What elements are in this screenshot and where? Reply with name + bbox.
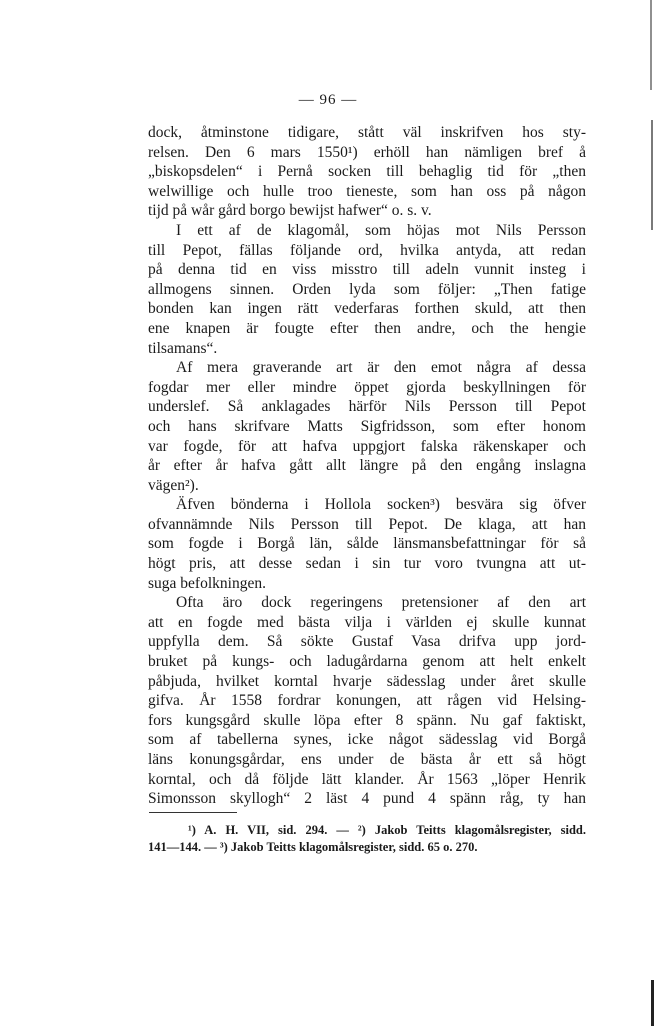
text-line: påbjuda, hvilket korntal hvarje sädesslag under året skulle	[148, 672, 586, 690]
text-line: I ett af de klagomål, som höjas mot Nils Persson	[176, 221, 586, 239]
text-line: uppfylla dem. Så sökte Gustaf Vasa drifva upp jord-	[148, 633, 586, 651]
body-text	[148, 123, 586, 809]
text-line: underslef. Så anklagades härför Nils Persson till Pepot	[148, 398, 586, 416]
text-line: dock, åtminstone tidigare, stått väl inskrifven hos sty-	[148, 124, 586, 141]
text-line: vägen²).	[148, 476, 199, 494]
text-line: som fogde i Borgå län, sålde länsmansbefattningar för så	[148, 535, 586, 553]
text-line: Ofta äro dock regeringens pretensioner af den art	[176, 594, 586, 612]
text-line: ofvannämnde Nils Persson till Pepot. De klaga, att han	[148, 515, 586, 533]
text-line: bonden kan ingen rätt vederfaras forthen skuld, att then	[148, 300, 586, 318]
text-line: „biskopsdelen“ i Pernå socken till behaglig tid för „then	[148, 163, 586, 181]
text-line: och hans skrifvare Matts Sigfridsson, som efter honom	[148, 417, 586, 435]
text-line: fors kungsgård skulle löpa efter 8 spänn. Nu gaf faktiskt,	[148, 711, 586, 729]
scan-edge-mark	[650, 0, 652, 90]
text-line: till Pepot, fällas följande ord, hvilka antyda, att redan	[148, 241, 586, 259]
text-line: allmogens sinnen. Orden lyda som följer: „Then fatige	[148, 280, 586, 298]
footnote-line: ¹) A. H. VII, sid. 294. — ²) Jakob Teitts klagomålsregister, sidd.	[188, 823, 586, 837]
text-line: bruket på kungs- och ladugårdarna genom att helt enkelt	[148, 653, 586, 671]
text-line: var fogde, för att hafva uppgjort falska räkenskaper och	[148, 437, 586, 455]
footnote-line: 141—144. — ³) Jakob Teitts klagomålsregister, sidd. 65 o. 270.	[148, 840, 478, 854]
text-line: Simonsson skyllogh“ 2 läst 4 pund 4 spänn råg, ty han	[148, 790, 586, 808]
text-line: korntal, och då följde lätt klander. År 1563 „löper Henrik	[148, 770, 586, 788]
scan-edge-mark	[651, 980, 654, 1026]
text-line: på denna tid en viss misstro till adeln vunnit insteg i	[148, 261, 586, 279]
text-line: som af tabellerna synes, icke något sädesslag vid Borgå	[148, 731, 586, 749]
text-line: att en fogde med bästa vilja i världen ej skulle kunnat	[148, 613, 586, 631]
text-line: läns konungsgårdar, ens under de bästa år ett så högt	[148, 751, 586, 768]
text-line: gifva. År 1558 fordrar konungen, att rågen vid Helsing-	[148, 692, 586, 710]
text-line: Äfven bönderna i Hollola socken³) besvära sig öfver	[176, 496, 586, 514]
text-line: Af mera graverande art är den emot några af dessa	[176, 359, 586, 377]
text-line: tijd på wår gård borgo bewijst hafwer“ o. s. v.	[148, 202, 432, 220]
text-line: högt pris, att desse sedan i sin tur voro tvungna att ut-	[148, 555, 586, 573]
scan-edge-mark	[651, 120, 653, 230]
text-line: suga befolkningen.	[148, 574, 266, 592]
text-line: år efter år hafva gått allt längre på den engång inslagna	[148, 457, 586, 475]
text-line: relsen. Den 6 mars 1550¹) erhöll han nämligen bref å	[148, 143, 586, 161]
footnote-divider	[149, 812, 237, 813]
footnotes	[148, 822, 586, 856]
text-line: ene knapen är fougte efter then andre, och the hengie	[148, 319, 586, 337]
text-line: welwillige och hulle troo tieneste, som han oss på någon	[148, 182, 586, 200]
text-line: tilsamans“.	[148, 339, 218, 357]
page-number: — 96 —	[298, 92, 358, 108]
text-line: fogdar mer eller mindre öppet gjorda beskyllningen för	[148, 378, 586, 396]
